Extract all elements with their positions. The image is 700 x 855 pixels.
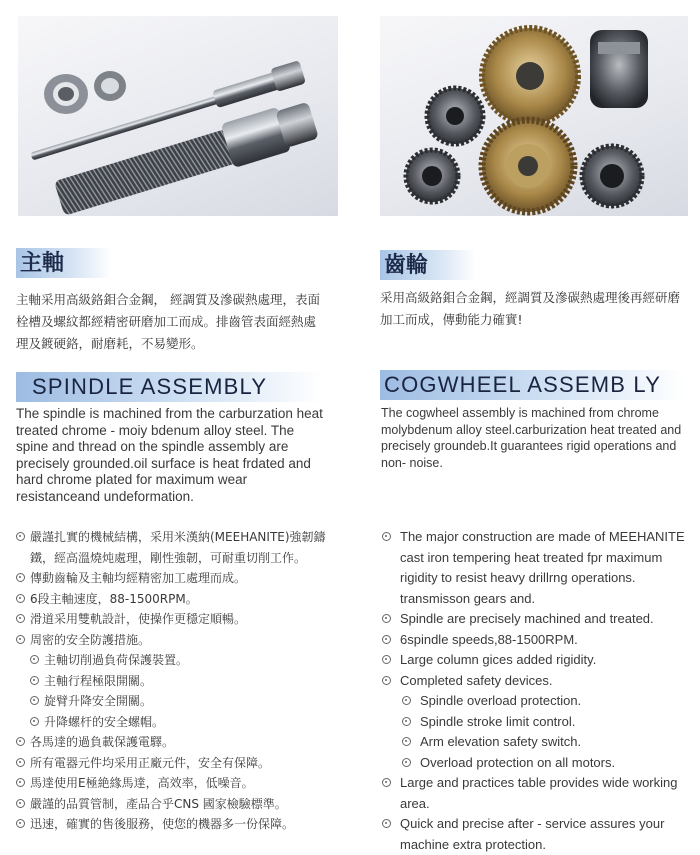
bullet-circle-icon [402,717,411,726]
feature-item [16,568,336,589]
cogwheel-photo [380,16,688,216]
cogwheel-en-title: COGWHEEL ASSEMB LY [380,370,684,400]
bullet-circle-icon [30,676,39,685]
feature-item [382,609,694,630]
bullet-circle-icon [402,696,411,705]
feature-text: Quick and precise after - service assures your machine extra protection. [400,816,665,852]
sub-feature-item [382,753,694,774]
sub-feature-item [16,650,336,671]
feature-text: The major construction are made of MEEHANITE cast iron tempering heat treated fpr maximum rigidity to resist heavy drillrng operations. transmisson gears and. [400,529,685,606]
bullet-circle-icon [16,819,25,828]
feature-text: 主軸切削過負荷保護裝置。 [44,653,189,667]
bullet-circle-icon [30,655,39,664]
bullet-circle-icon [382,676,391,685]
bullet-circle-icon [16,799,25,808]
feature-text: 6spindle speeds,88-1500RPM. [400,631,578,647]
feature-text: 傳動齒輪及主軸均經精密加工處理而成。 [30,571,247,585]
feature-item [382,527,694,609]
feature-item [16,732,336,753]
feature-text: 馬達使用E極絶緣馬達，高效率，低噪音。 [30,776,254,790]
cogwheel-en-description: The cogwheel assembly is machined from chrome molybdenum alloy steel.carburization heat treated and precisely groundeb.It guarantees rigid operations and non- noise. [381,406,682,470]
feature-text: 嚴謹的品質管制，產品合乎CNS 國家檢驗標準。 [30,796,287,811]
feature-item [16,630,336,651]
bullet-circle-icon [16,737,25,746]
feature-text: 周密的安全防護措施。 [30,632,151,647]
feature-item [16,589,336,610]
feature-text: 主軸行程極限開關。 [44,673,153,688]
feature-item [382,671,694,692]
bullet-circle-icon [382,655,391,664]
bullet-circle-icon [16,778,25,787]
feature-text: 嚴謹扎實的機械結構，采用米漢納(MEEHANITE)強韌鑄鐵，經高溫燒炖處理，剛性強韌，可耐重切削工作。 [30,530,326,565]
feature-text: 升降螺杆的安全螺帽。 [44,714,165,729]
sub-feature-item [16,712,336,733]
spindle-cn-description: 主軸采用高級鉻鉬合金鋼， 經調質及滲碳熱處理，表面栓槽及螺紋都經精密研磨加工而成。排齒管表面經熱處理及鍍硬鉻，耐磨耗，不易變形。 [16,292,320,351]
feature-item [16,753,336,774]
feature-text: Arm elevation safety switch. [420,734,582,749]
feature-text: Spindle are precisely machined and treated. [400,611,654,626]
feature-text: 6段主軸速度，88-1500RPM。 [30,591,198,606]
bullet-circle-icon [16,758,25,767]
feature-item [16,609,336,630]
feature-text: Spindle stroke limit control. [420,713,576,729]
spindle-illustration [18,16,338,216]
cogwheel-feature-list [382,527,694,855]
feature-text: 旋臂升降安全開關。 [44,694,153,708]
bullet-circle-icon [16,614,25,623]
feature-text: 所有電器元件均采用正廠元件，安全有保障。 [30,755,271,770]
feature-text: Large and practices table provides wide working area. [400,775,678,811]
feature-text: Overload protection on all motors. [420,754,616,770]
bullet-circle-icon [382,635,391,644]
feature-text: Spindle overload protection. [420,693,582,708]
feature-item [16,814,336,835]
feature-item [382,773,694,814]
feature-item [16,773,336,794]
feature-text: 滑道采用雙軌設計，使操作更穩定順暢。 [30,612,247,626]
bullet-circle-icon [16,532,25,541]
bullet-circle-icon [402,737,411,746]
feature-text: Completed safety devices. [400,672,553,688]
feature-item [382,650,694,671]
cogwheel-illustration [380,16,688,216]
feature-item [382,814,694,855]
bullet-circle-icon [30,696,39,705]
bullet-circle-icon [382,614,391,623]
bullet-circle-icon [16,594,25,603]
sub-feature-item [382,691,694,712]
bullet-circle-icon [16,573,25,582]
sub-feature-item [382,712,694,733]
cogwheel-cn-description: 采用高級鉻鉬合金鋼，經調質及滲碳熱處理後再經研磨加工而成，傳動能力確實! [380,290,681,327]
feature-text: 迅速，確實的售後服務，使您的機器多一份保障。 [30,817,295,831]
spindle-en-title: SPINDLE ASSEMBLY [16,372,322,402]
sub-feature-item [16,671,336,692]
bullet-circle-icon [382,778,391,787]
spindle-feature-list [16,527,336,835]
feature-item [382,630,694,651]
sub-feature-item [382,732,694,753]
spindle-cn-title: 主軸 [16,248,112,278]
bullet-circle-icon [382,532,391,541]
bullet-circle-icon [402,758,411,767]
bullet-circle-icon [382,819,391,828]
cogwheel-cn-title: 齒輪 [380,250,476,280]
spindle-en-description: The spindle is machined from the carburzation heat treated chrome - moiy bdenum alloy steel. The spine and thread on the spindle assembly are precisely grounded.oil surface is heat frdated and hard chrome plated for maximum wear resistanceand undeformation. [16,406,323,504]
feature-item [16,527,336,568]
bullet-circle-icon [30,717,39,726]
feature-text: Large column gices added rigidity. [400,652,597,667]
sub-feature-item [16,691,336,712]
feature-item [16,794,336,815]
spindle-photo [18,16,338,216]
bullet-circle-icon [16,635,25,644]
feature-text: 各馬達的過負載保護電驛。 [30,735,175,749]
